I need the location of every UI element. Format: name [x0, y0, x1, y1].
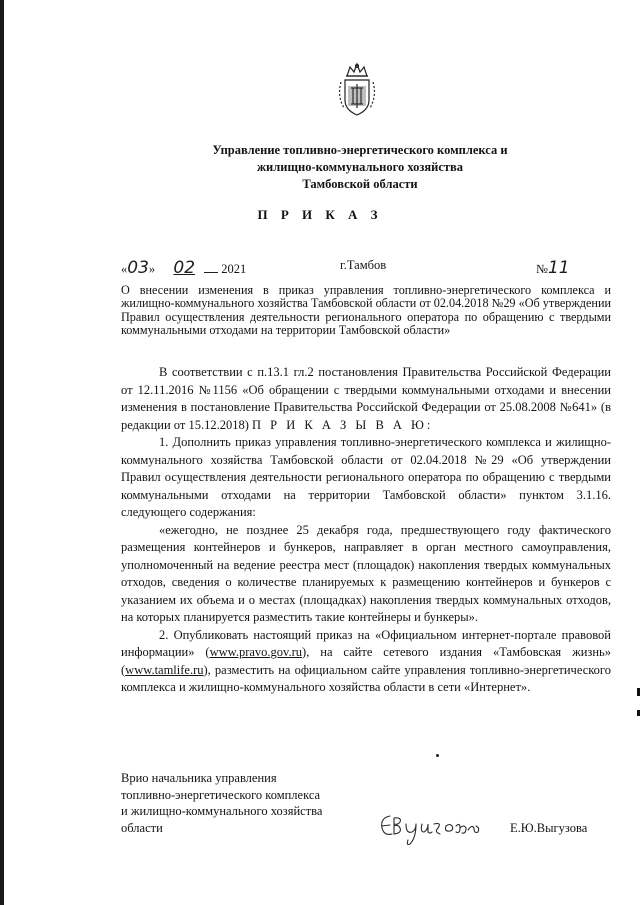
item-1-paragraph: 1. Дополнить приказ управления топливно-энергетического комплекса и жилищно-коммунального хозяйства Тамбовской области от 02.04.2018 №29 «Об утверждении Правил осуществления деятельности регионального оператора по обращению с твердыми коммунальными отходами на территории Тамбовской области» пунктом 3.1.16. следующего содержания:: [121, 435, 611, 519]
order-number: №11: [536, 258, 570, 278]
document-body: [121, 364, 611, 697]
order-word: П Р И К А З Ы В А Ю:: [252, 417, 434, 432]
agency-line: Управление топливно-энергетического комплекса и: [212, 143, 508, 157]
link-pravo[interactable]: www.pravo.gov.ru: [209, 645, 303, 659]
document-title: П Р И К А З: [257, 207, 383, 222]
handwritten-day: 03: [127, 258, 149, 278]
subject-heading: О внесении изменения в приказ управления топливно-энергетического комплекса и жилищно-коммунального хозяйства Тамбовской области от 02.04.2018 №29 «Об утверждении Правил осуществления деятельности регионального оператора по обращению с твердыми коммунальными отходами на территории Тамбовской области»: [121, 283, 611, 338]
city: г.Тамбов: [340, 258, 387, 272]
agency-line: жилищно-коммунального хозяйства: [256, 160, 464, 174]
handwritten-month: 02: [173, 258, 196, 278]
handwritten-signature: [376, 808, 486, 848]
agency-header: [150, 142, 570, 193]
link-tamlife[interactable]: www.tamlife.ru: [125, 662, 204, 677]
date-field: «03» 02 2021: [121, 258, 247, 278]
scan-speck: [436, 754, 439, 757]
preamble-paragraph: В соответствии с п.13.1 гл.2 постановления Правительства Российской Федерации от 12.11.2016 №1156 «Об обращении с твердыми коммунальными отходами и внесении изменения в постановление Правительства Российской Федерации от 25.08.2008 №641» (в редакции от 15.12.2018) П Р И К А З Ы В А Ю:: [121, 365, 611, 432]
agency-line: Тамбовской области: [302, 177, 418, 191]
signer-name: Е.Ю.Выгузова: [510, 821, 588, 835]
year: 2021: [221, 262, 247, 276]
quote-paragraph: «ежегодно, не позднее 25 декабря года, предшествующего году фактического размещения контейнеров и бункеров, направляет в орган местного самоуправления, уполномоченный на ведение реестра мест (площадок) накопления твердых коммунальных отходов, сведения о количестве планируемых к размещению контейнеров и бункеров с указанием их объема и о местах (площадках) накопления твердых коммунальных отходов, на которых планируется разместить такие контейнеры и бункеры».: [121, 522, 611, 624]
handwritten-number: 11: [547, 258, 570, 278]
scan-edge-left: [0, 0, 4, 905]
coat-of-arms-emblem: [332, 58, 382, 118]
signature-block: Врио начальника управления топливно-энергетического комплекса и жилищно-коммунального хозяйства области: [121, 771, 323, 835]
item-2-paragraph: 2. Опубликовать настоящий приказ на «Официальном интернет-портале правовой информации» (www.pravo.gov.ru), на сайте сетевого издания «Тамбовская жизнь» (www.tamlife.ru), разместить на официальном сайте управления топливно-энергетического комплекса и жилищно-коммунального хозяйства области в сети «Интернет».: [121, 627, 611, 694]
